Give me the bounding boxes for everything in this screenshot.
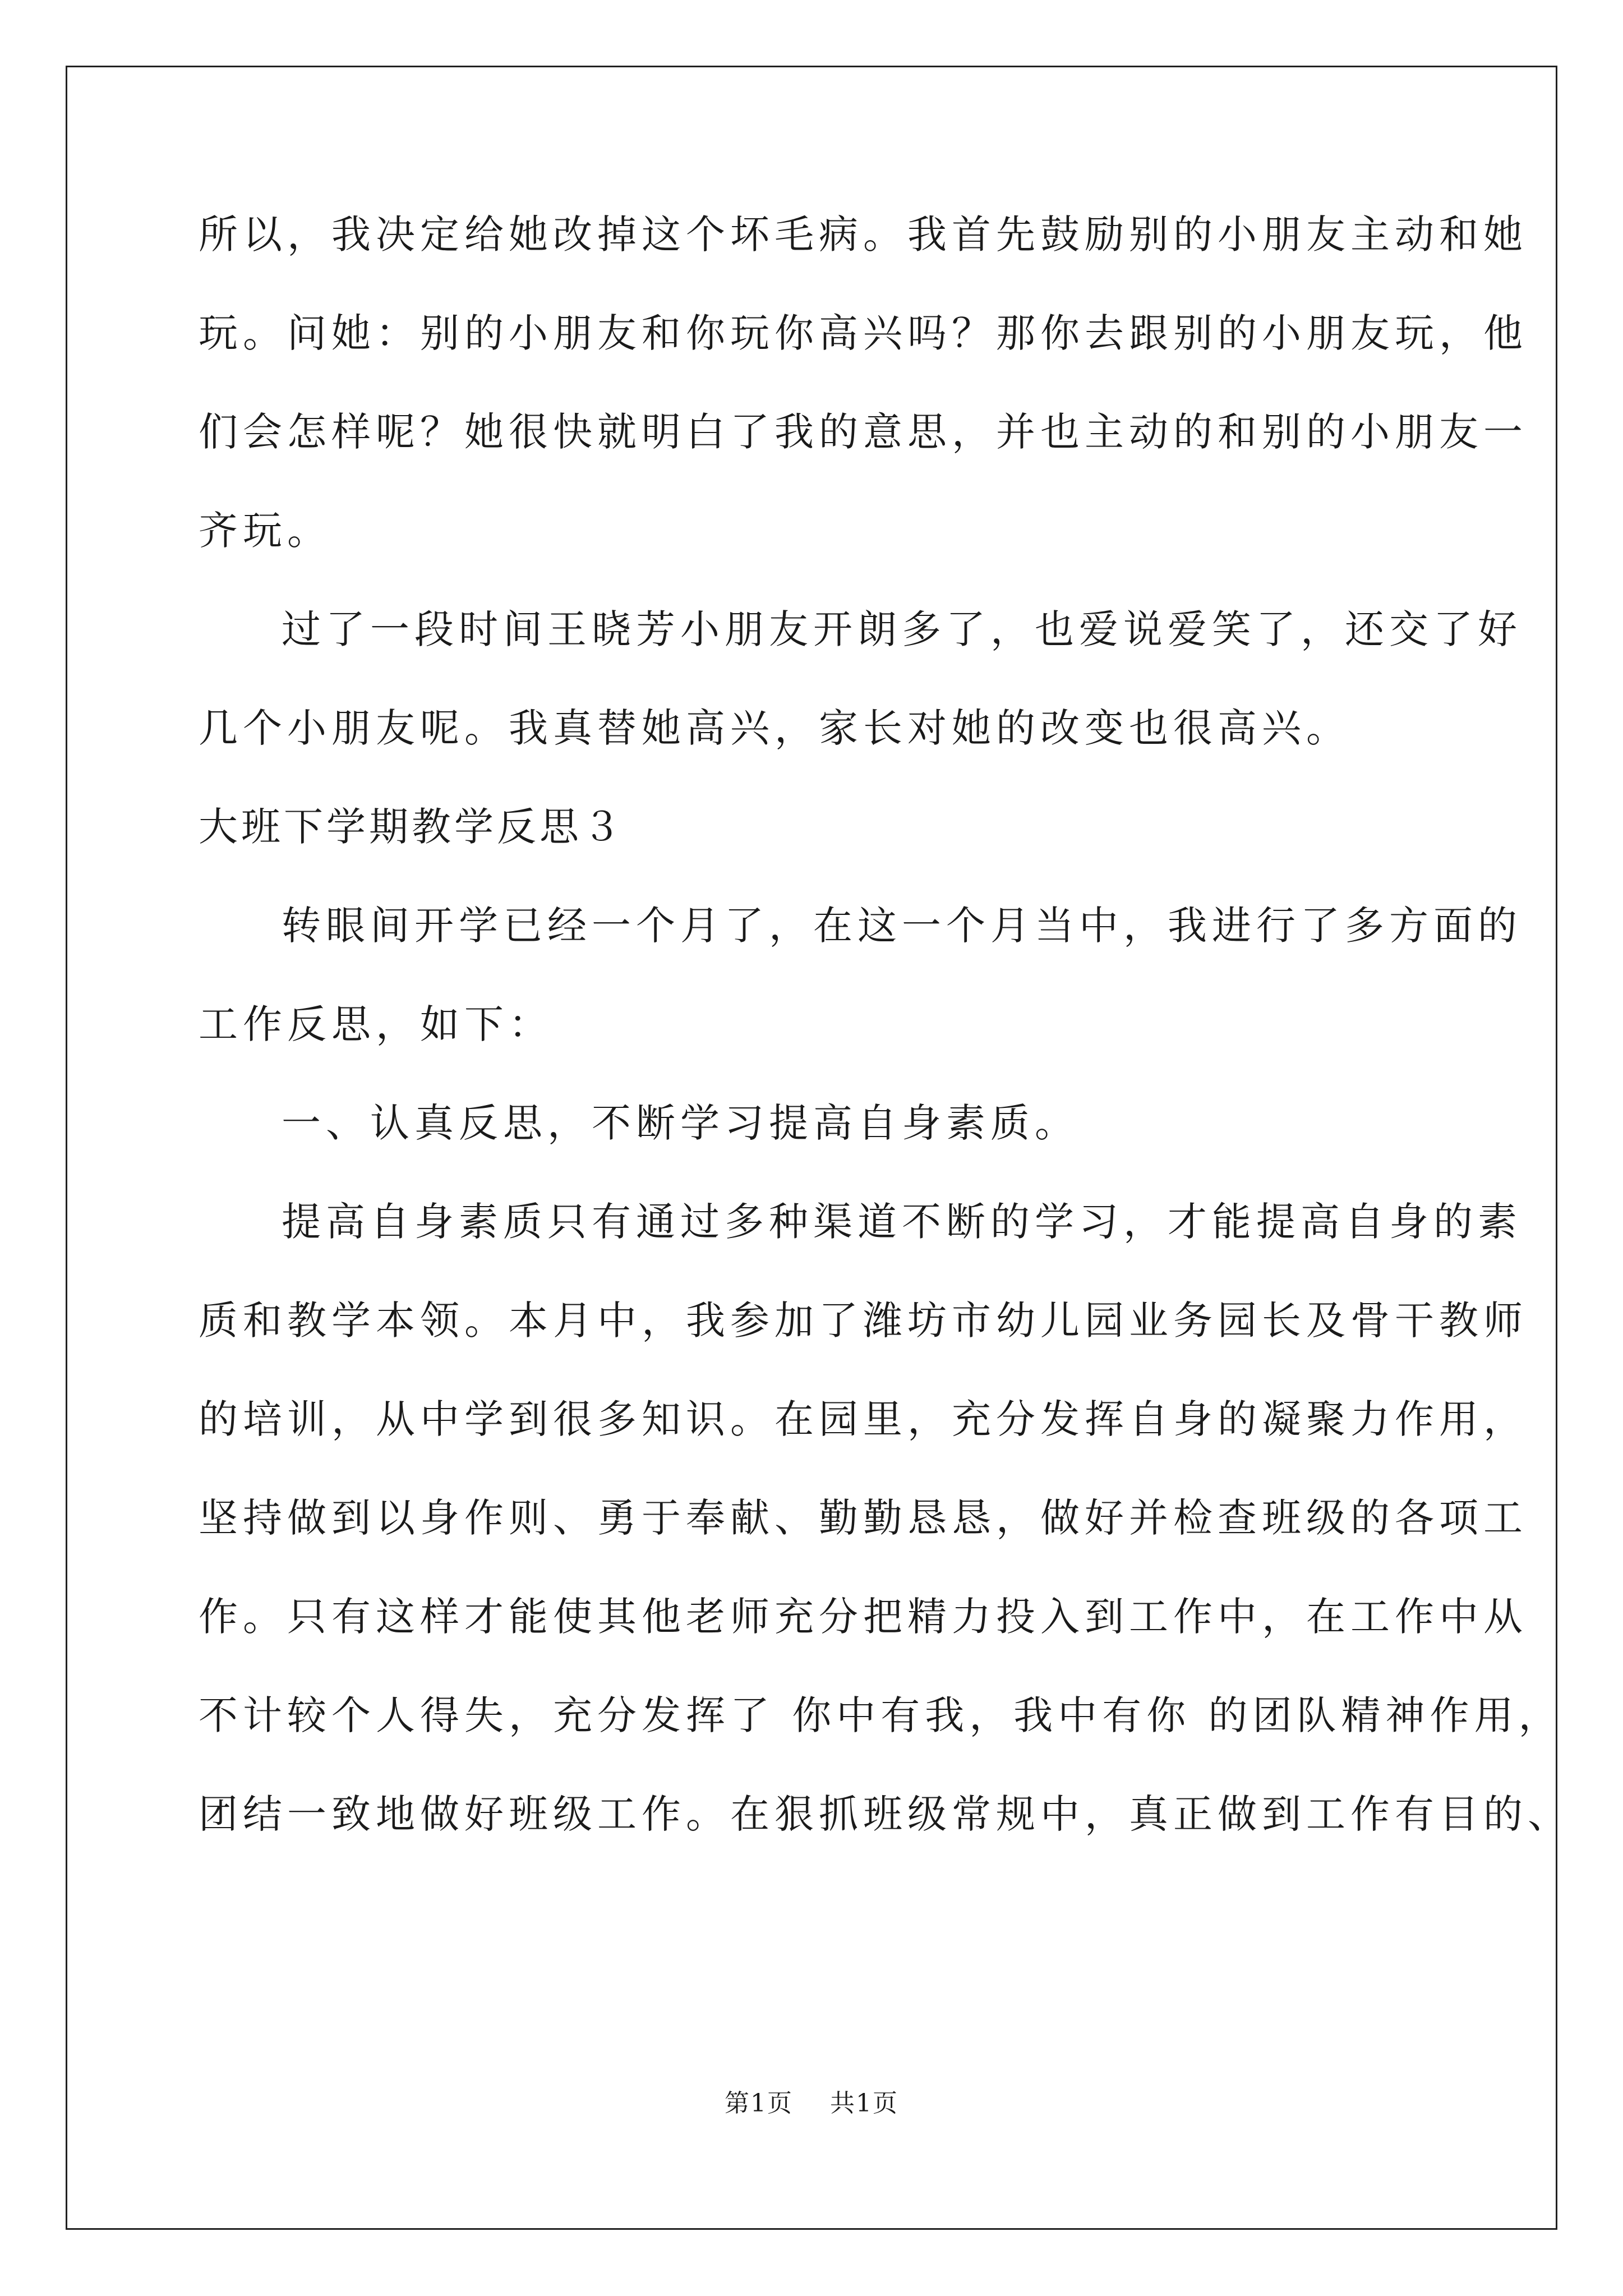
- text-line: 的培训，从中学到很多知识。在园里，充分发挥自身的凝聚力作用，: [199, 1396, 1528, 1442]
- text-line: 作。只有这样才能使其他老师充分把精力投入到工作中，在工作中从: [199, 1594, 1528, 1640]
- text-line: 玩。问她：别的小朋友和你玩你高兴吗？那你去跟别的小朋友玩，他: [199, 310, 1528, 356]
- text-line: 转眼间开学已经一个月了，在这一个月当中，我进行了多方面的: [282, 903, 1522, 949]
- text-line: 质和教学本领。本月中，我参加了潍坊市幼儿园业务园长及骨干教师: [199, 1297, 1528, 1343]
- text-line: 过了一段时间王晓芳小朋友开朗多了，也爱说爱笑了，还交了好: [282, 606, 1522, 652]
- text-line: 们会怎样呢？她很快就明白了我的意思，并也主动的和别的小朋友一: [199, 409, 1528, 455]
- text-line: 一、认真反思，不断学习提高自身素质。: [282, 1100, 1079, 1146]
- section-heading: 大班下学期教学反思３: [199, 804, 625, 850]
- text-line: 齐玩。: [199, 508, 331, 554]
- text-line: 不计较个人得失，充分发挥了 你中有我，我中有你 的团队精神作用，: [199, 1692, 1563, 1738]
- page-footer: [0, 2087, 1623, 2120]
- text-line: 坚持做到以身作则、勇于奉献、勤勤恳恳，做好并检查班级的各项工: [199, 1495, 1528, 1541]
- document-body: [199, 185, 1572, 1864]
- text-line: 提高自身素质只有通过多种渠道不断的学习，才能提高自身的素: [282, 1199, 1522, 1245]
- text-line: 几个小朋友呢。我真替她高兴，家长对她的改变也很高兴。: [199, 705, 1350, 751]
- text-line: 所以，我决定给她改掉这个坏毛病。我首先鼓励别的小朋友主动和她: [199, 211, 1528, 257]
- page-number: 第1页: [725, 2089, 793, 2118]
- page-total: 共1页: [830, 2089, 898, 2118]
- text-line: 团结一致地做好班级工作。在狠抓班级常规中，真正做到工作有目的、: [199, 1791, 1572, 1837]
- text-line: 工作反思，如下：: [199, 1001, 553, 1047]
